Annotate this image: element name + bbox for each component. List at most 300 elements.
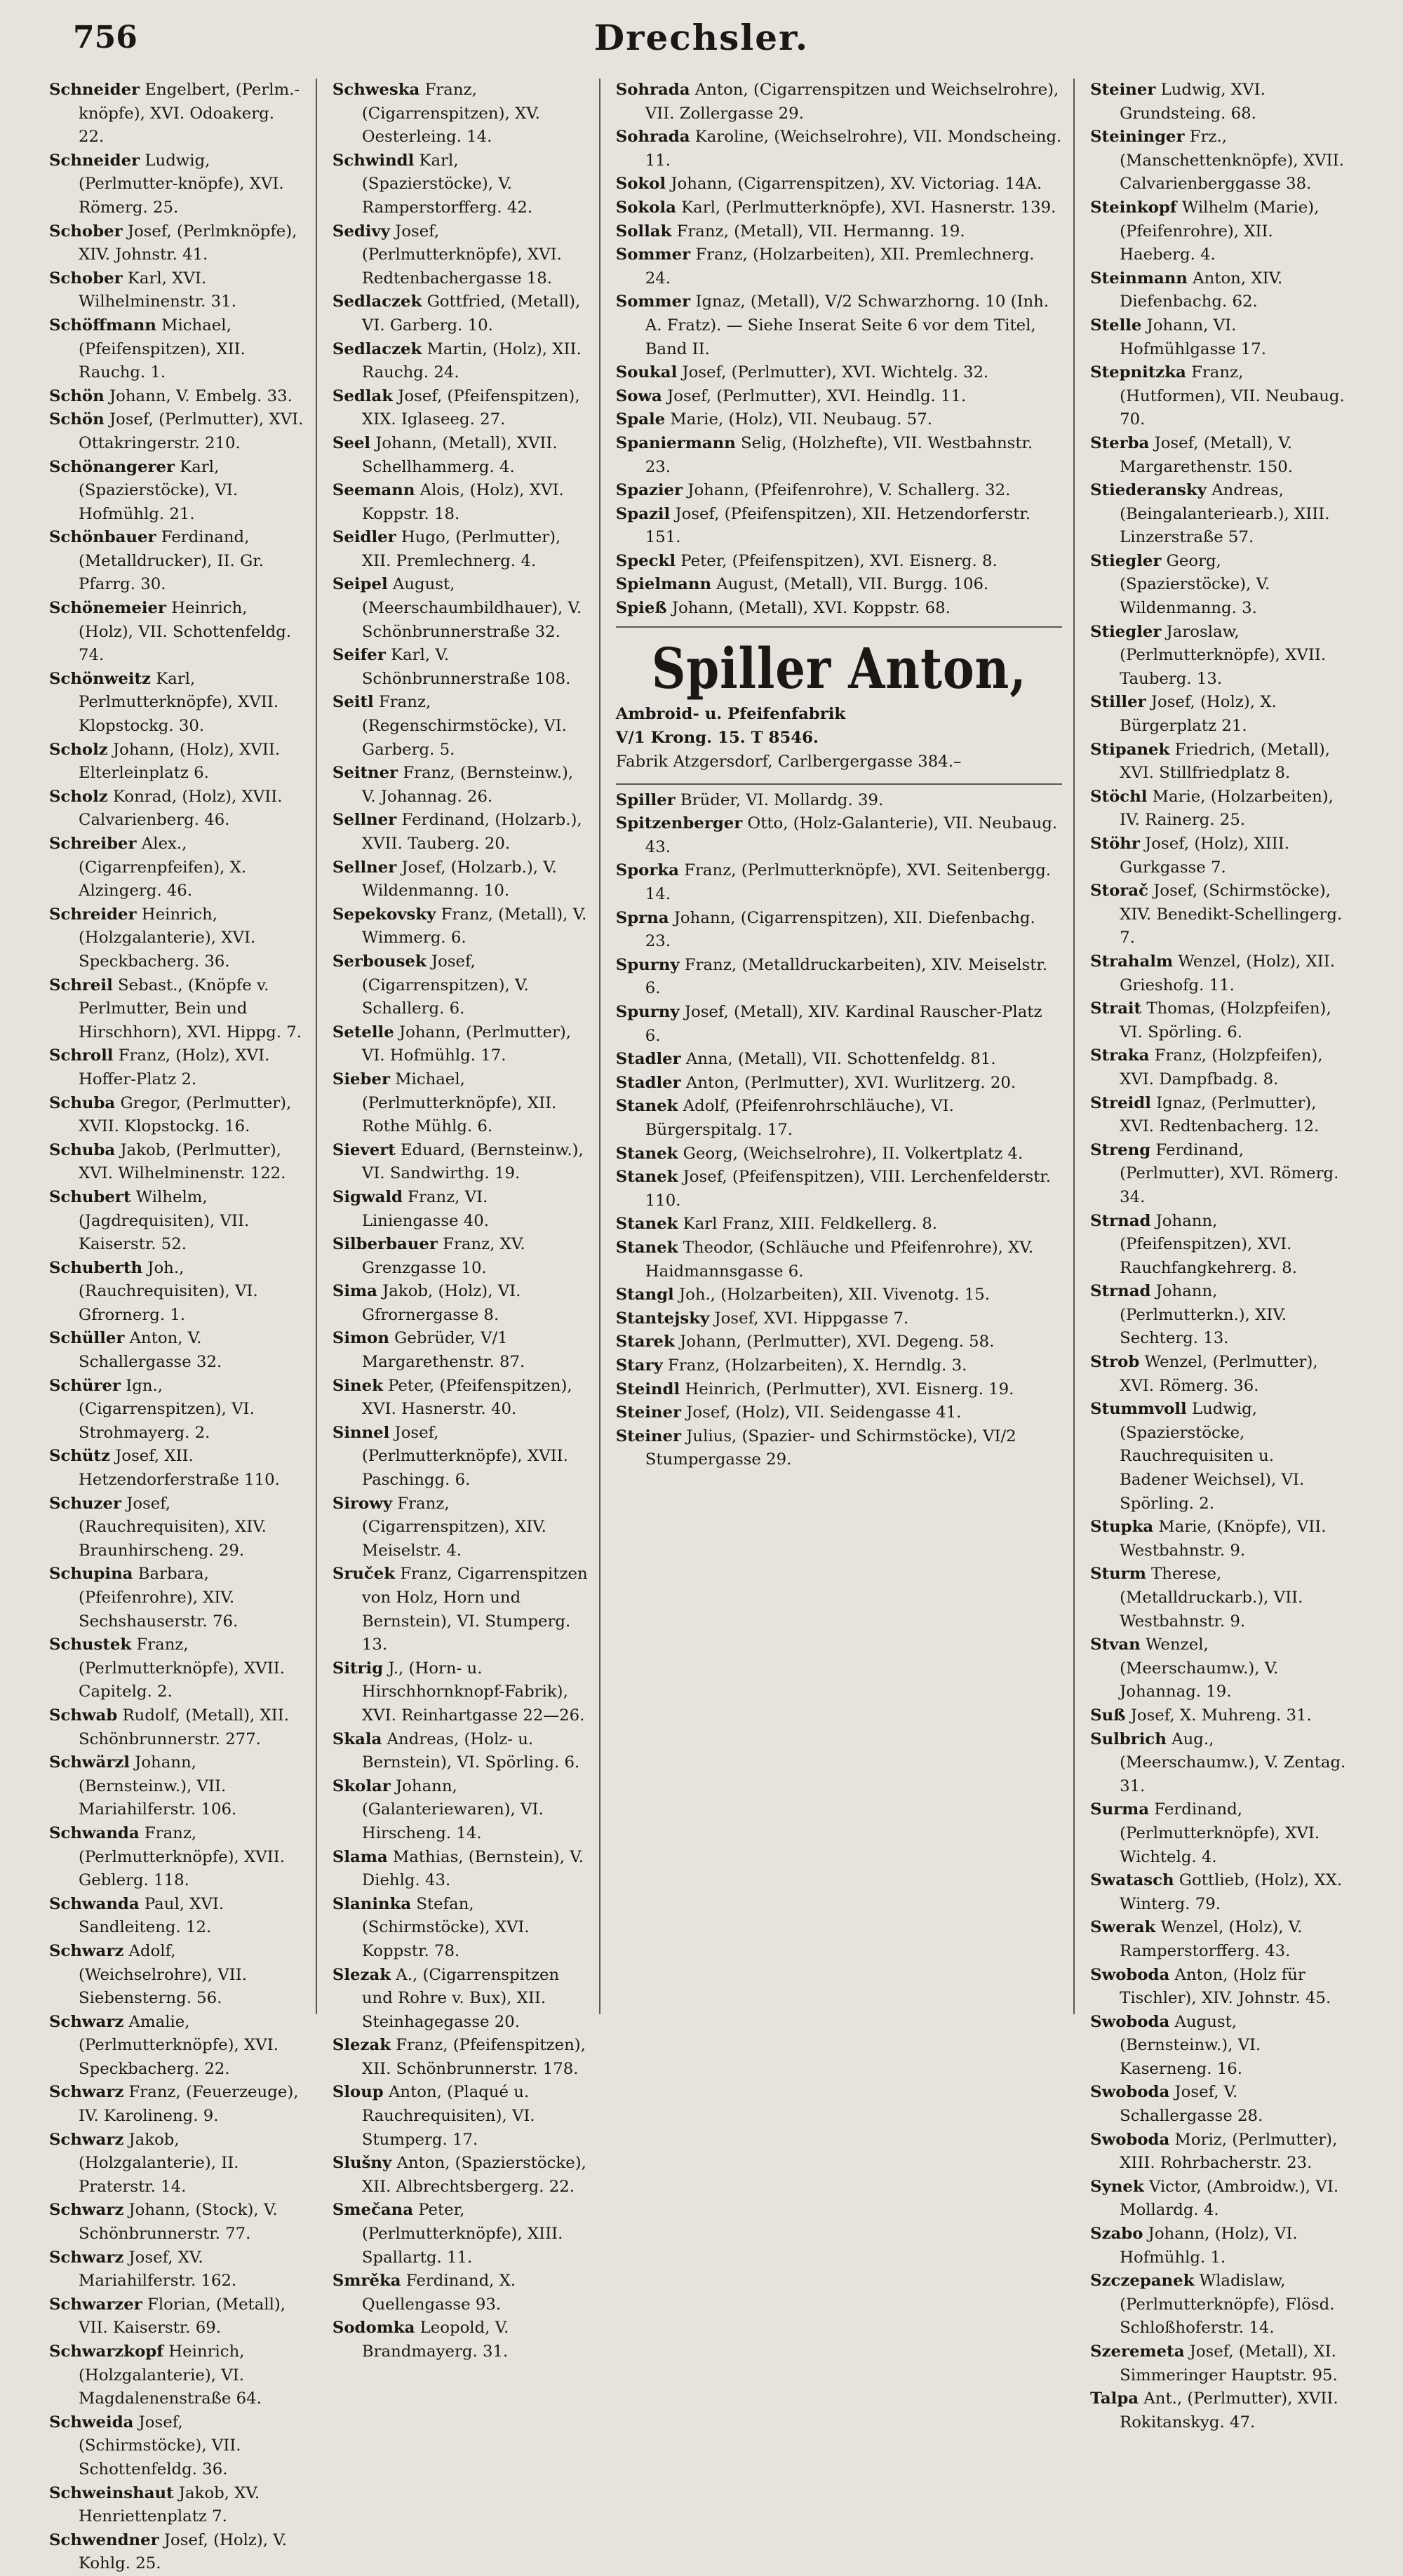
directory-entry [616, 1142, 1062, 1166]
directory-entry [1090, 1280, 1347, 1351]
entry-details: Florian, (Metall), VII. Kaiserstr. 69. [79, 2295, 286, 2338]
directory-entry [1090, 1869, 1347, 1916]
directory-entry [616, 812, 1062, 859]
entry-details: Josef, (Holz), X. Bürgerplatz 21. [1120, 693, 1277, 736]
entry-details: Martin, (Holz), XII. Rauchg. 24. [361, 339, 582, 382]
entry-surname: Schroll [49, 1046, 114, 1065]
directory-entry [49, 1563, 304, 1633]
directory-entry [49, 2340, 304, 2411]
directory-entry [1090, 314, 1347, 361]
entry-details: Gottfried, (Metall), VI. Garberg. 10. [361, 292, 581, 335]
directory-entry [49, 1704, 304, 1751]
entry-surname: Sinnel [332, 1423, 390, 1442]
directory-entry [49, 2482, 304, 2529]
directory-entry [616, 432, 1062, 479]
directory-entry [49, 1822, 304, 1893]
entry-details: Karl, (Spazierstöcke), VI. Hofmühlg. 21. [79, 457, 239, 523]
entry-surname: Sloup [332, 2083, 384, 2102]
directory-entry [1090, 1916, 1347, 1963]
entry-surname: Sprna [615, 908, 669, 927]
entry-surname: Streidl [1090, 1093, 1151, 1112]
entry-details: Franz, (Pfeifenspitzen), XII. Schönbrunnerstr. 178. [361, 2036, 586, 2078]
entry-surname: Soukal [615, 363, 678, 382]
directory-entry [616, 385, 1062, 409]
directory-entry [49, 79, 304, 149]
directory-entry [1090, 361, 1347, 432]
entry-surname: Schön [49, 386, 105, 405]
directory-entry [333, 2199, 588, 2270]
entry-surname: Simon [332, 1329, 389, 1348]
directory-entry [333, 1233, 588, 1280]
directory-entry [333, 1728, 588, 1775]
entry-surname: Szabo [1090, 2225, 1143, 2244]
entry-surname: Stiller [1090, 693, 1146, 712]
entry-details: Wenzel, (Perlmutter), XVI. Römerg. 36. [1120, 1353, 1318, 1395]
entry-details: Johann, (Bernsteinw.), VII. Mariahilferstr. 106. [79, 1753, 237, 1819]
directory-entry [333, 1492, 588, 1563]
entry-surname: Slezak [332, 1965, 391, 1984]
entry-details: Leopold, V. Brandmayerg. 31. [361, 2319, 509, 2361]
entry-details: Heinrich, (Holzgalanterie), XVI. Speckbacherg. 36. [79, 905, 256, 971]
entry-surname: Setelle [332, 1023, 394, 1041]
entry-details: Josef, (Schirmstöcke), XIV. Benedikt-Schellingerg. 7. [1120, 882, 1343, 948]
entry-surname: Schwarzkopf [49, 2342, 164, 2361]
directory-entry [333, 903, 588, 950]
entry-details: Moriz, (Perlmutter), XIII. Rohrbacherstr. 23. [1120, 2130, 1338, 2173]
entry-surname: Schürer [49, 1376, 121, 1395]
directory-entry [1090, 1139, 1347, 1210]
directory-entry [49, 1445, 304, 1492]
entry-surname: Serbousek [332, 952, 427, 971]
entry-details: Aug., (Meerschaumw.), V. Zentag. 31. [1120, 1729, 1346, 1795]
entry-details: Karl, (Perlmutterknöpfe), XVI. Hasnerstr. 139. [676, 198, 1056, 217]
directory-entry [333, 1563, 588, 1657]
entry-details: Wilhelm, (Jagdrequisiten), VII. Kaiserstr. 52. [79, 1187, 250, 1254]
entry-surname: Spielmann [615, 575, 712, 594]
entry-details: Selig, (Holzhefte), VII. Westbahnstr. 23. [645, 433, 1033, 476]
entry-surname: Steinmann [1090, 269, 1188, 288]
directory-entry [49, 1940, 304, 2011]
entry-details: Marie, (Holzarbeiten), IV. Rainerg. 25. [1120, 787, 1334, 830]
directory-entry [49, 1044, 304, 1091]
entry-details: Frz., (Manschettenknöpfe), XVII. Calvarienberggasse 38. [1120, 128, 1344, 194]
entry-details: Friedrich, (Metall), XVI. Stillfriedplatz 8. [1120, 740, 1331, 783]
entry-surname: Schuba [49, 1140, 116, 1159]
advertisement-line: Ambroid- u. Pfeifenfabrik [615, 704, 846, 723]
entry-surname: Schwarz [49, 2083, 124, 2102]
directory-entry [616, 1213, 1062, 1236]
entry-surname: Streng [1090, 1140, 1151, 1159]
directory-entry [616, 954, 1062, 1001]
entry-surname: Schwarz [49, 2201, 124, 2220]
page-number: 756 [73, 20, 137, 55]
entry-surname: Sowa [615, 386, 662, 405]
directory-entry [333, 1186, 588, 1233]
entry-details: Konrad, (Holz), XVII. Calvarienberg. 46. [79, 787, 283, 830]
entry-details: Georg, (Weichselrohre), II. Volkertplatz 4. [678, 1144, 1023, 1163]
entry-surname: Spitzenberger [615, 814, 743, 833]
directory-entry [49, 314, 304, 385]
entry-details: Anton, V. Schallergasse 32. [79, 1329, 222, 1372]
entry-details: Gebrüder, V/1 Margarethenstr. 87. [361, 1329, 525, 1372]
directory-entry [1090, 479, 1347, 550]
directory-entry [1090, 2176, 1347, 2223]
directory-entry [1090, 126, 1347, 196]
directory-entry [49, 220, 304, 267]
entry-surname: Stepnitzka [1090, 363, 1186, 382]
directory-entry [616, 243, 1062, 290]
entry-surname: Sieber [332, 1070, 390, 1088]
directory-entry [333, 385, 588, 432]
entry-surname: Schweida [49, 2413, 134, 2432]
entry-details: Engelbert, (Perlm.-knöpfe), XVI. Odoakerg. 22. [79, 81, 300, 147]
directory-entry [1090, 1398, 1347, 1516]
entry-details: Ant., (Perlmutter), XVII. Rokitanskyg. 47. [1120, 2389, 1338, 2432]
entry-details: Anton, XIV. Diefenbachg. 62. [1120, 269, 1283, 311]
entry-surname: Steiner [1090, 81, 1156, 99]
entry-details: Josef, (Perlmutter), XVI. Ottakringerstr. 210. [79, 410, 304, 452]
entry-details: Josef, (Metall), V. Margarethenstr. 150. [1120, 433, 1294, 476]
entry-surname: Sohrada [615, 81, 690, 99]
entry-surname: Sellner [332, 811, 397, 830]
entry-details: August, (Bernsteinw.), VI. Kaserneng. 16. [1120, 2012, 1261, 2078]
entry-details: Ferdinand, (Perlmutterknöpfe), XVI. Wichtelg. 4. [1120, 1800, 1320, 1866]
directory-entry [333, 1846, 588, 1893]
entry-surname: Scholz [49, 740, 108, 759]
entry-surname: Spieß [615, 599, 667, 618]
entry-surname: Stadler [615, 1073, 681, 1092]
entry-surname: Swoboda [1090, 2012, 1170, 2031]
entry-surname: Strahalm [1090, 952, 1174, 971]
directory-entry [49, 267, 304, 314]
entry-details: Franz, (Holzarbeiten), X. Herndlg. 3. [662, 1356, 967, 1375]
entry-details: August, (Metall), VII. Burgg. 106. [711, 575, 989, 594]
entry-details: J., (Horn- u. Hirschhornknopf-Fabrik), XVI. Reinhartgasse 22—26. [361, 1659, 585, 1725]
entry-details: Anton, (Cigarrenspitzen und Weichselrohre), VII. Zollergasse 29. [645, 81, 1059, 123]
entry-details: Gregor, (Perlmutter), XVII. Klopstockg. 16. [79, 1093, 292, 1136]
directory-entry [1090, 785, 1347, 832]
directory-entry [49, 2529, 304, 2576]
advertisement-line: V/1 Krong. 15. T 8546. [615, 728, 819, 747]
entry-details: Karl Franz, XIII. Feldkellerg. 8. [678, 1215, 937, 1234]
entry-surname: Talpa [1090, 2389, 1139, 2408]
entry-surname: Steininger [1090, 128, 1185, 147]
entry-surname: Sollak [615, 222, 672, 241]
entry-surname: Sporka [615, 861, 679, 880]
directory-entry [49, 597, 304, 668]
entry-details: Josef, (Cigarrenspitzen), V. Schallerg. 6. [361, 952, 529, 1018]
directory-entry [333, 1327, 588, 1374]
entry-details: Franz, (Metalldruckarbeiten), XIV. Meiselstr. 6. [645, 955, 1048, 998]
entry-details: Wenzel, (Meerschaumw.), V. Johannag. 19. [1120, 1636, 1279, 1701]
entry-details: Ign., (Cigarrenspitzen), VI. Strohmayerg. 2. [79, 1376, 255, 1442]
entry-surname: Stanek [615, 1238, 678, 1257]
directory-entry [49, 1139, 304, 1186]
directory-entry [49, 1375, 304, 1445]
directory-entry [333, 149, 588, 220]
entry-details: Johann, (Stock), V. Schönbrunnerstr. 77. [79, 2201, 278, 2244]
directory-entry [616, 907, 1062, 954]
entry-surname: Schönweitz [49, 669, 151, 688]
entry-surname: Seipel [332, 575, 388, 594]
directory-entry [616, 573, 1062, 597]
entry-details: Julius, (Spazier- und Schirmstöcke), VI/2 Stumpergasse 29. [645, 1427, 1016, 1469]
directory-entry [333, 856, 588, 903]
entry-surname: Stöhr [1090, 835, 1140, 853]
entry-details: Otto, (Holz-Galanterie), VII. Neubaug. 43. [645, 814, 1058, 856]
entry-details: Anton, (Holz für Tischler), XIV. Johnstr. 45. [1120, 1965, 1331, 2008]
directory-entry [333, 2152, 588, 2199]
directory-entry [616, 408, 1062, 432]
entry-details: Peter, (Pfeifenspitzen), XVI. Hasnerstr. 40. [361, 1376, 572, 1419]
entry-details: Paul, XVI. Sandleiteng. 12. [79, 1894, 224, 1937]
directory-entry [333, 479, 588, 526]
directory-entry [333, 220, 588, 291]
entry-surname: Sedlak [332, 386, 394, 405]
entry-details: Hugo, (Perlmutter), XII. Premlechnerg. 4. [361, 528, 561, 570]
entry-surname: Sommer [615, 292, 691, 311]
entry-details: Johann, V. Embelg. 33. [104, 386, 293, 405]
entry-surname: Seidler [332, 528, 396, 547]
directory-entry [333, 2270, 588, 2317]
directory-entry [1090, 2081, 1347, 2128]
entry-details: Josef, (Metall), XI. Simmeringer Hauptstr. 95. [1120, 2342, 1338, 2385]
entry-surname: Swoboda [1090, 2130, 1170, 2149]
entry-details: Johann, VI. Hofmühlgasse 17. [1120, 316, 1266, 358]
entry-surname: Schwarz [49, 1941, 124, 1960]
directory-entry [49, 2011, 304, 2082]
directory-entry [1090, 1563, 1347, 1633]
entry-surname: Schwab [49, 1706, 118, 1725]
directory-entry [1090, 1728, 1347, 1799]
entry-surname: Silberbauer [332, 1235, 438, 1254]
directory-entry [1090, 2387, 1347, 2434]
entry-details: Alois, (Holz), XVI. Koppstr. 18. [361, 481, 564, 523]
entry-details: Anton, (Spazierstöcke), XII. Albrechtsbergerg. 22. [361, 2154, 586, 2196]
entry-surname: Sturm [1090, 1565, 1146, 1584]
entry-surname: Stummvoll [1090, 1400, 1187, 1419]
entry-surname: Sedivy [332, 222, 390, 241]
entry-details: Mathias, (Bernstein), V. Diehlg. 43. [361, 1847, 584, 1890]
running-head: Drechsler. [593, 17, 810, 58]
directory-entry [333, 2081, 588, 2152]
entry-details: Anna, (Metall), VII. Schottenfeldg. 81. [680, 1050, 996, 1069]
entry-surname: Suß [1090, 1706, 1126, 1725]
entry-details: Josef, XVI. Hippgasse 7. [709, 1309, 909, 1328]
entry-surname: Stanek [615, 1215, 678, 1234]
entry-surname: Schustek [49, 1636, 132, 1654]
entry-surname: Sirowy [332, 1494, 393, 1513]
directory-entry [49, 1257, 304, 1328]
entry-surname: Spale [615, 410, 666, 429]
directory-entry [49, 1327, 304, 1374]
directory-entry [333, 950, 588, 1021]
directory-entry [49, 1186, 304, 1257]
entry-surname: Sruček [332, 1565, 396, 1584]
entry-details: Josef, (Holz), XIII. Gurkgasse 7. [1120, 835, 1290, 877]
entry-details: Alex., (Cigarrenpfeifen), X. Alzingerg. 46. [79, 835, 247, 901]
entry-details: Josef, (Schirmstöcke), VII. Schottenfeldg. 36. [79, 2413, 241, 2479]
entry-details: Johann, (Metall), XVI. Koppstr. 68. [666, 599, 951, 618]
entry-surname: Szeremeta [1090, 2342, 1185, 2361]
entry-details: Franz, VI. Liniengasse 40. [361, 1187, 490, 1230]
directory-entry [49, 1893, 304, 1940]
entry-surname: Spiller [615, 790, 676, 809]
entry-surname: Scholz [49, 787, 108, 806]
directory-entry [616, 1166, 1062, 1213]
entry-details: Andreas, (Beingalanteriearb.), XIII. Linzerstraße 57. [1120, 481, 1330, 547]
directory-entry [1090, 432, 1347, 479]
directory-entry [333, 762, 588, 809]
entry-surname: Schuberth [49, 1258, 143, 1277]
directory-entry [1090, 879, 1347, 950]
entry-details: Josef, V. Schallergasse 28. [1120, 2083, 1263, 2126]
entry-details: Josef, (Pfeifenspitzen), XII. Hetzendorferstr. 151. [645, 504, 1031, 547]
entry-surname: Stanek [615, 1168, 678, 1187]
entry-details: Marie, (Knöpfe), VII. Westbahnstr. 9. [1120, 1518, 1327, 1560]
entry-details: Ferdinand, (Metalldrucker), II. Gr. Pfarrg. 30. [79, 528, 264, 594]
directory-entry [333, 526, 588, 573]
entry-surname: Stupka [1090, 1518, 1154, 1537]
directory-entry [1090, 691, 1347, 738]
entry-surname: Sitrig [332, 1659, 384, 1678]
entry-details: Johann, (Pfeifenrohre), V. Schallerg. 32. [683, 481, 1011, 500]
directory-entry [333, 1139, 588, 1186]
entry-surname: Schneider [49, 151, 140, 170]
directory-entry [1090, 1516, 1347, 1563]
directory-entry [616, 1048, 1062, 1072]
entry-details: Johann, (Pfeifenspitzen), XVI. Rauchfangkehrerg. 8. [1120, 1211, 1297, 1277]
entry-details: Johann, (Cigarrenspitzen), XII. Diefenbachg. 23. [645, 908, 1035, 951]
entry-details: Jakob, (Holzgalanterie), II. Praterstr. 14. [79, 2130, 239, 2196]
entry-details: Josef, X. Muhreng. 31. [1125, 1706, 1312, 1725]
directory-entry [616, 859, 1062, 906]
listing-column-3 [616, 79, 1075, 2014]
entry-details: Gottlieb, (Holz), XX. Winterg. 79. [1120, 1871, 1343, 1913]
entry-details: Johann, (Holz), VI. Hofmühlg. 1. [1120, 2225, 1298, 2267]
directory-entry [333, 644, 588, 691]
directory-entry [1090, 832, 1347, 879]
entry-details: Michael, (Pfeifenspitzen), XII. Rauchg. 1. [79, 316, 246, 382]
entry-surname: Stipanek [1090, 740, 1170, 759]
directory-entry [49, 2246, 304, 2293]
listing-column-1 [49, 79, 317, 2573]
entry-surname: Schwarz [49, 2012, 124, 2031]
entry-details: Wladislaw, (Perlmutterknöpfe), Flösd. Schloßhoferstr. 14. [1120, 2272, 1335, 2338]
entry-details: Franz, (Cigarrenspitzen), XIV. Meiselstr. 4. [361, 1494, 546, 1560]
entry-surname: Slama [332, 1847, 388, 1866]
directory-entry [616, 503, 1062, 550]
directory-entry [333, 1280, 588, 1327]
entry-details: Ludwig, XVI. Grundsteing. 68. [1120, 81, 1266, 123]
directory-entry [1090, 1210, 1347, 1281]
entry-details: Barbara, (Pfeifenrohre), XIV. Sechshauserstr. 76. [79, 1565, 239, 1631]
entry-details: Ferdinand, (Holzarb.), XVII. Tauberg. 20. [361, 811, 582, 853]
directory-entry [616, 290, 1062, 361]
entry-details: Franz, (Cigarrenspitzen), XV. Oesterleing. 14. [361, 81, 540, 147]
entry-details: Adolf, (Pfeifenrohrschläuche), VI. Bürgerspitalg. 17. [645, 1097, 954, 1139]
directory-entry [49, 903, 304, 974]
directory-entry [1090, 1092, 1347, 1139]
entry-surname: Seifer [332, 646, 386, 665]
entry-surname: Storač [1090, 882, 1148, 901]
entry-surname: Spurny [615, 1003, 680, 1021]
entry-details: Wenzel, (Holz), XII. Grieshofg. 11. [1120, 952, 1335, 994]
advertisement-line: Fabrik Atzgersdorf, Carlbergergasse 384.– [615, 752, 962, 771]
directory-entry [333, 573, 588, 644]
entry-details: Josef, (Metall), XIV. Kardinal Rauscher-Platz 6. [645, 1003, 1042, 1045]
entry-details: Anton, (Perlmutter), XVI. Wurlitzerg. 20. [680, 1073, 1016, 1092]
entry-details: Rudolf, (Metall), XII. Schönbrunnerstr. 277. [79, 1706, 290, 1748]
entry-details: Victor, (Ambroidw.), VI. Mollardg. 4. [1120, 2177, 1339, 2220]
entry-details: Franz, XV. Grenzgasse 10. [361, 1235, 525, 1277]
entry-details: Josef, (Perlmutter), XVI. Wichtelg. 32. [677, 363, 989, 382]
entry-surname: Sommer [615, 245, 691, 264]
entry-details: Karl, V. Schönbrunnerstraße 108. [361, 646, 571, 688]
entry-details: Karl, XVI. Wilhelminenstr. 31. [79, 269, 236, 311]
entry-details: Stefan, (Schirmstöcke), XVI. Koppstr. 78. [361, 1894, 530, 1960]
entry-surname: Schwärzl [49, 1753, 130, 1772]
entry-details: Josef, (Perlmknöpfe), XIV. Johnstr. 41. [79, 222, 297, 264]
entry-details: Franz, (Bernsteinw.), V. Johannag. 26. [361, 764, 574, 806]
entry-details: Amalie, (Perlmutterknöpfe), XVI. Speckbacherg. 22. [79, 2012, 278, 2078]
entry-details: Josef, (Perlmutterknöpfe), XVII. Paschingg. 6. [361, 1423, 568, 1490]
directory-entry [1090, 2270, 1347, 2340]
entry-surname: Spurny [615, 955, 680, 974]
entry-details: Franz, (Perlmutterknöpfe), XVII. Geblerg. 118. [79, 1823, 285, 1890]
directory-entry [49, 149, 304, 220]
entry-details: Michael, (Perlmutterknöpfe), XII. Rothe Mühlg. 6. [361, 1070, 557, 1136]
entry-surname: Seemann [332, 481, 415, 500]
entry-surname: Strnad [1090, 1282, 1151, 1301]
entry-surname: Schwendner [49, 2530, 159, 2549]
directory-entry [616, 220, 1062, 244]
advertisement-box [616, 626, 1062, 785]
entry-surname: Stary [615, 1356, 663, 1375]
entry-details: Josef, (Pfeifenspitzen), XIX. Iglaseeg. 27. [361, 386, 580, 429]
entry-surname: Steindl [615, 1380, 680, 1398]
directory-entry [616, 126, 1062, 173]
entry-details: Ignaz, (Perlmutter), XVI. Redtenbacherg. 12. [1120, 1093, 1320, 1136]
directory-entry [49, 2081, 304, 2128]
directory-entry [1090, 2129, 1347, 2176]
entry-surname: Schuba [49, 1093, 116, 1112]
directory-entry [616, 1095, 1062, 1142]
directory-entry [49, 1492, 304, 1563]
entry-details: Josef, (Holz), VII. Seidengasse 41. [681, 1403, 962, 1422]
entry-details: Johann, (Holz), XVII. Elterleinplatz 6. [79, 740, 281, 783]
entry-surname: Schüller [49, 1329, 125, 1348]
entry-surname: Sodomka [332, 2319, 415, 2338]
entry-details: Franz, (Holzpfeifen), XVI. Dampfbadg. 8. [1120, 1046, 1323, 1088]
directory-entry [49, 526, 304, 597]
entry-surname: Sokol [615, 175, 666, 194]
entry-surname: Stadler [615, 1050, 681, 1069]
directory-entry [49, 1092, 304, 1139]
entry-details: Jaroslaw, (Perlmutterknöpfe), XVII. Tauberg. 13. [1120, 622, 1327, 688]
entry-details: Brüder, VI. Mollardg. 39. [675, 790, 884, 809]
entry-surname: Sokola [615, 198, 676, 217]
entry-surname: Schönangerer [49, 457, 175, 476]
entry-surname: Sellner [332, 858, 397, 877]
entry-surname: Seitl [332, 693, 374, 712]
entry-details: Johann, (Perlmutterkn.), XIV. Sechterg. 13. [1120, 1282, 1287, 1348]
entry-surname: Surma [1090, 1800, 1150, 1819]
entry-details: August, (Meerschaumbildhauer), V. Schönbrunnerstraße 32. [361, 575, 582, 641]
directory-entry [1090, 1964, 1347, 2011]
entry-surname: Steiner [615, 1427, 682, 1445]
entry-surname: Schneider [49, 81, 140, 99]
